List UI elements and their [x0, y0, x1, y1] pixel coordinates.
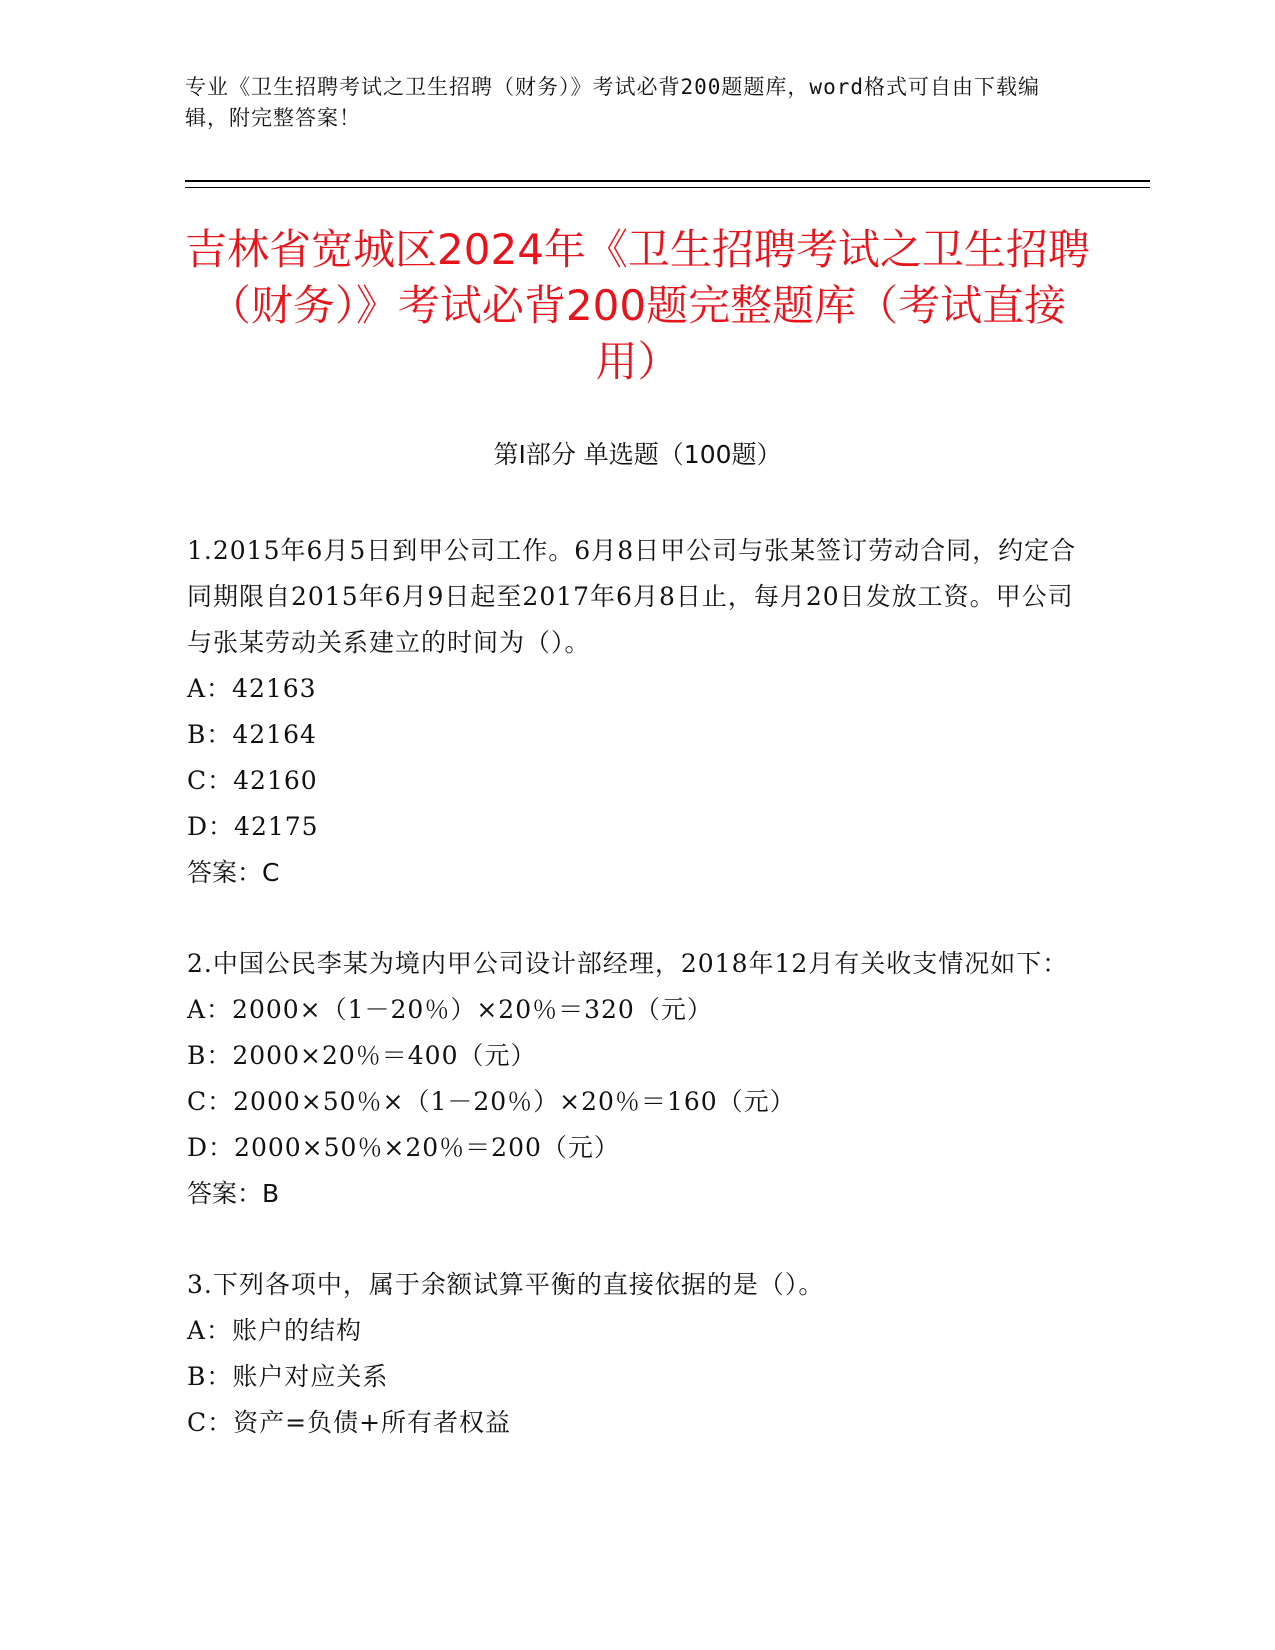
question-2 [187, 941, 1087, 1217]
answer: 答案：C [187, 858, 280, 887]
question-list [187, 528, 1087, 1491]
option-d: D：2000×50％×20％＝200（元） [187, 1133, 620, 1162]
header-rule-thin [185, 187, 1150, 188]
question-stem: 1.2015年6月5日到甲公司工作。6月8日甲公司与张某签订劳动合同，约定合同期限自2015年6月9日起至2017年6月8日止，每月20日发放工资。甲公司与张某劳动关系建立的时间为（）。 [187, 536, 1077, 657]
header-note: 专业《卫生招聘考试之卫生招聘（财务）》考试必背200题题库，word格式可自由下载编辑，附完整答案！ [185, 75, 1040, 130]
option-b: B：账户对应关系 [187, 1362, 389, 1391]
option-b: B：42164 [187, 720, 317, 749]
header-rule-thick [185, 180, 1150, 182]
option-a: A：2000×（1－20％）×20％＝320（元） [187, 995, 713, 1024]
answer: 答案：B [187, 1179, 280, 1208]
option-c: C：42160 [187, 766, 318, 795]
question-stem: 3.下列各项中，属于余额试算平衡的直接依据的是（）。 [187, 1270, 825, 1299]
section-heading: 第I部分 单选题（100题） [493, 440, 782, 469]
question-stem: 2.中国公民李某为境内甲公司设计部经理，2018年12月有关收支情况如下： [187, 949, 1069, 978]
option-c: C：资产=负债+所有者权益 [187, 1408, 512, 1437]
option-d: D：42175 [187, 812, 319, 841]
option-c: C：2000×50％×（1－20％）×20％＝160（元） [187, 1087, 796, 1116]
question-3 [187, 1262, 1087, 1446]
document-title: 吉林省宽城区2024年《卫生招聘考试之卫生招聘（财务）》考试必背200题完整题库（考试直接用） [185, 225, 1090, 386]
option-b: B：2000×20％＝400（元） [187, 1041, 537, 1070]
option-a: A：42163 [187, 674, 317, 703]
question-1 [187, 528, 1087, 896]
option-a: A：账户的结构 [187, 1316, 363, 1345]
